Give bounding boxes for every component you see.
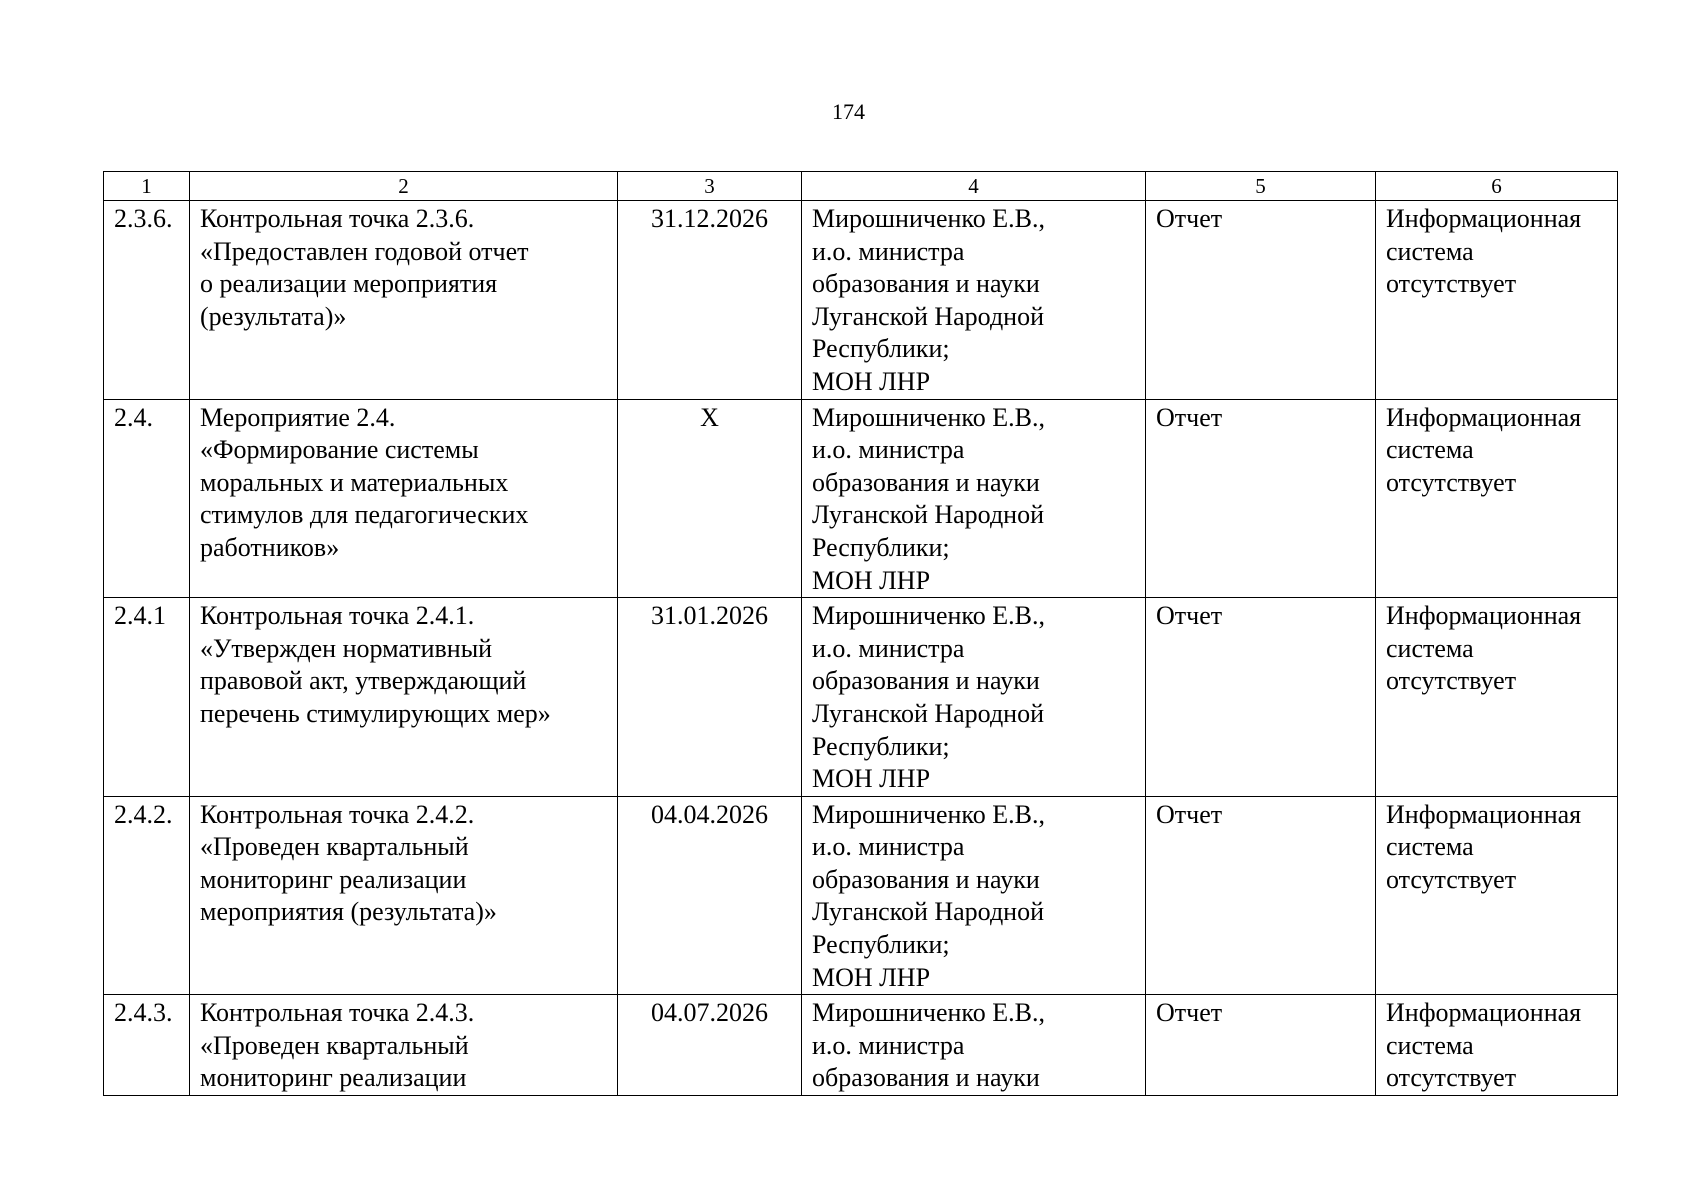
deadline: 31.12.2026	[651, 204, 768, 233]
info-system: Информационная система отсутствует	[1386, 998, 1582, 1093]
info-system-cell	[1376, 399, 1618, 598]
event-title-cell	[190, 598, 618, 797]
event-title-cell	[190, 201, 618, 400]
deadline-cell	[618, 598, 802, 797]
table-row	[104, 796, 1618, 995]
row-number-cell	[104, 796, 190, 995]
event-title: Контрольная точка 2.3.6. «Предоставлен годовой отчет о реализации мероприятия (результата)»	[200, 204, 529, 331]
page-number: 174	[832, 99, 865, 124]
deadline-cell	[618, 399, 802, 598]
table-row	[104, 598, 1618, 797]
table-header-row	[104, 172, 1618, 201]
row-number-cell	[104, 995, 190, 1096]
document-type-cell	[1146, 201, 1376, 400]
event-title-cell	[190, 399, 618, 598]
event-title-cell	[190, 796, 618, 995]
responsible: Мирошниченко Е.В., и.о. министра образования и науки Луганской Народной Республики; МОН ЛНР	[812, 799, 1045, 992]
column-header-5: 5	[1146, 172, 1376, 201]
row-number: 2.4.1	[114, 601, 166, 631]
info-system-cell	[1376, 201, 1618, 400]
table-row	[104, 995, 1618, 1096]
responsible: Мирошниченко Е.В., и.о. министра образования и науки Луганской Народной Республики; МОН ЛНР	[812, 204, 1045, 396]
document-type-cell	[1146, 598, 1376, 797]
responsible-cell	[802, 598, 1146, 797]
deadline-cell	[618, 995, 802, 1096]
row-number: 2.4.3.	[114, 998, 173, 1028]
row-number-cell	[104, 399, 190, 598]
responsible-cell	[802, 796, 1146, 995]
document-type: Отчет	[1156, 601, 1223, 631]
responsible: Мирошниченко Е.В., и.о. министра образования и науки Луганской Народной Республики; МОН ЛНР	[812, 402, 1045, 595]
event-title: Контрольная точка 2.4.1. «Утвержден нормативный правовой акт, утверждающий перечень стимулирующих мер»	[200, 601, 551, 728]
deadline-cell	[618, 796, 802, 995]
table-row	[104, 201, 1618, 400]
info-system-cell	[1376, 598, 1618, 797]
deadline: 31.01.2026	[651, 601, 768, 631]
info-system-cell	[1376, 796, 1618, 995]
column-header-4: 4	[802, 172, 1146, 201]
deadline: 04.04.2026	[651, 799, 768, 829]
deadline: Х	[700, 402, 719, 432]
row-number: 2.4.2.	[114, 799, 173, 829]
row-number: 2.4.	[114, 402, 153, 432]
document-type: Отчет	[1156, 204, 1223, 233]
document-type-cell	[1146, 399, 1376, 598]
row-number: 2.3.6.	[114, 204, 173, 233]
event-title-cell	[190, 995, 618, 1096]
info-system: Информационная система отсутствует	[1386, 799, 1582, 894]
info-system: Информационная система отсутствует	[1386, 204, 1582, 299]
document-type: Отчет	[1156, 402, 1223, 432]
responsible: Мирошниченко Е.В., и.о. министра образования и науки	[812, 998, 1045, 1093]
document-type: Отчет	[1156, 799, 1223, 829]
column-header-1: 1	[104, 172, 190, 201]
responsible-cell	[802, 399, 1146, 598]
info-system: Информационная система отсутствует	[1386, 402, 1582, 497]
responsible-cell	[802, 995, 1146, 1096]
event-title: Контрольная точка 2.4.3. «Проведен квартальный мониторинг реализации	[200, 998, 475, 1093]
document-type-cell	[1146, 995, 1376, 1096]
table-row	[104, 399, 1618, 598]
row-number-cell	[104, 598, 190, 797]
column-header-2: 2	[190, 172, 618, 201]
document-type: Отчет	[1156, 998, 1223, 1028]
info-system: Информационная система отсутствует	[1386, 601, 1582, 696]
deadline-cell	[618, 201, 802, 400]
info-system-cell	[1376, 995, 1618, 1096]
responsible: Мирошниченко Е.В., и.о. министра образования и науки Луганской Народной Республики; МОН ЛНР	[812, 601, 1045, 794]
document-type-cell	[1146, 796, 1376, 995]
responsible-cell	[802, 201, 1146, 400]
event-title: Мероприятие 2.4. «Формирование системы моральных и материальных стимулов для педагогических работников»	[200, 402, 529, 562]
column-header-6: 6	[1376, 172, 1618, 201]
deadline: 04.07.2026	[651, 998, 768, 1028]
plan-table	[103, 171, 1618, 1096]
event-title: Контрольная точка 2.4.2. «Проведен квартальный мониторинг реализации мероприятия (результата)»	[200, 799, 497, 927]
column-header-3: 3	[618, 172, 802, 201]
row-number-cell	[104, 201, 190, 400]
